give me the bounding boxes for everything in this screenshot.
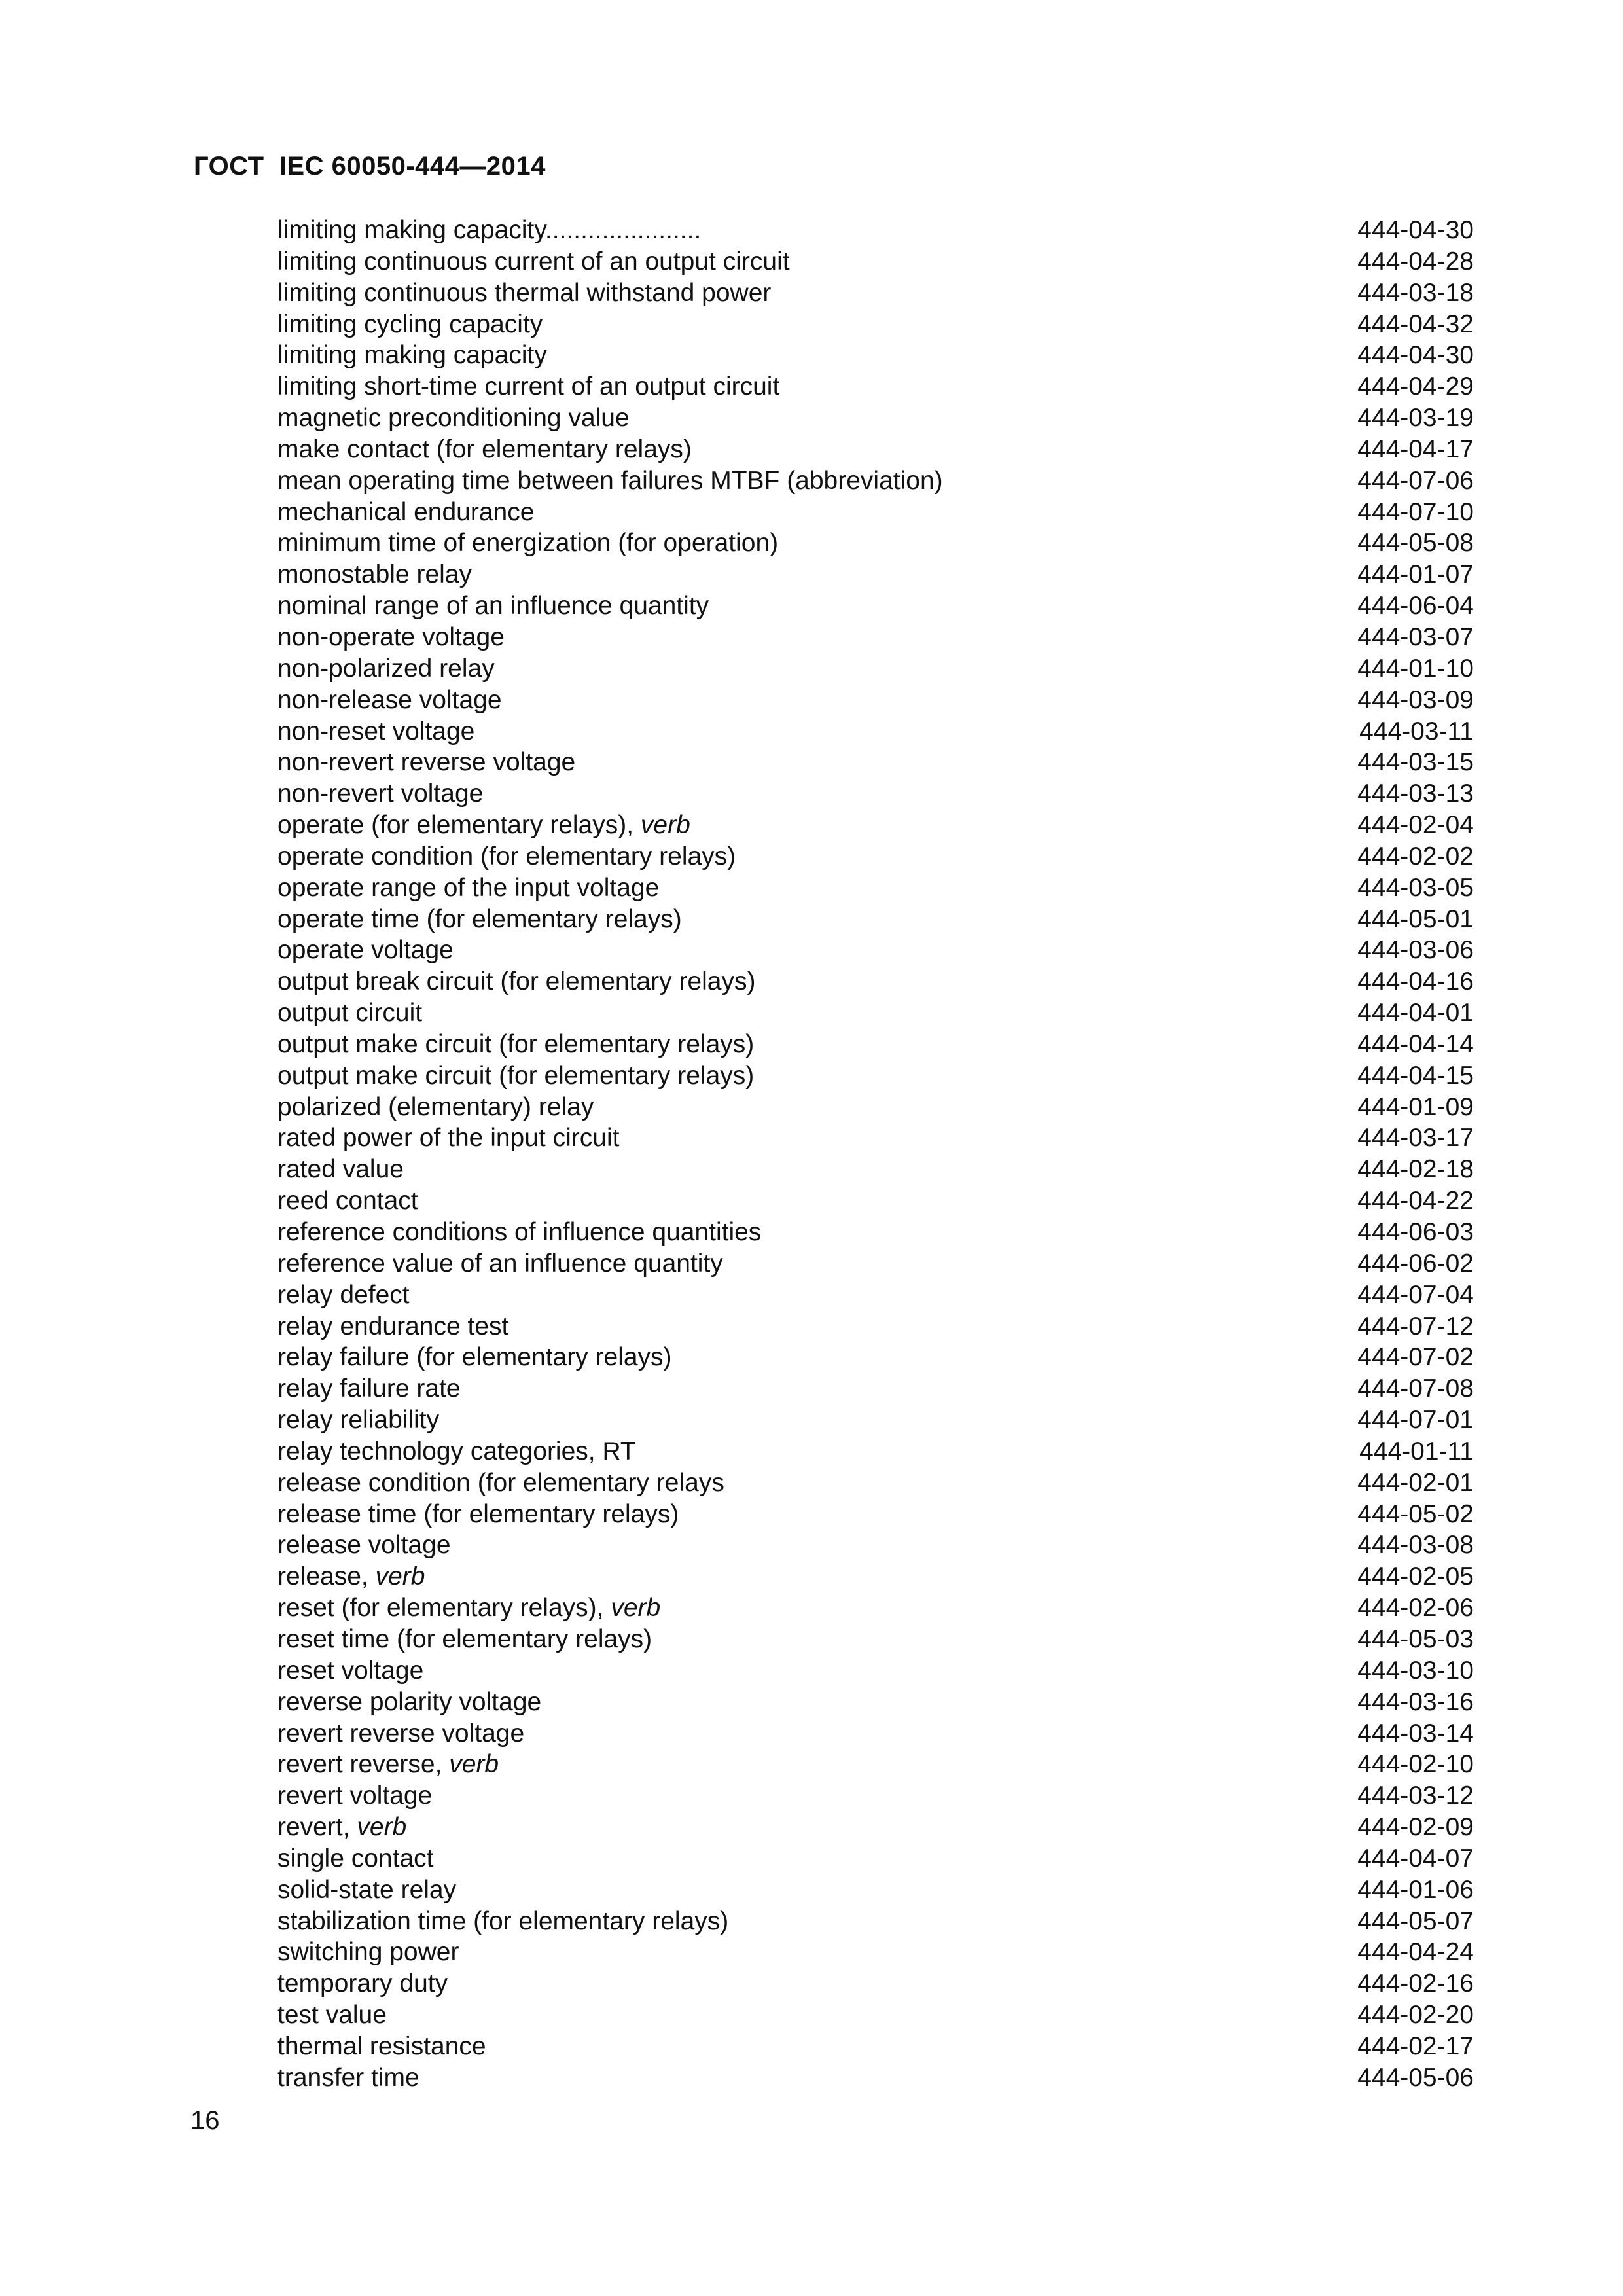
term-text	[277, 904, 682, 935]
term-reference-number: 444-03-15	[1357, 748, 1474, 777]
term-label: revert reverse,	[277, 1750, 450, 1779]
term-label: non-polarized relay	[277, 654, 495, 683]
index-row	[277, 590, 1474, 622]
term-label: operate range of the input voltage	[277, 873, 660, 902]
index-row	[277, 278, 1474, 309]
term-label: reset time (for elementary relays)	[277, 1624, 652, 1653]
term-label: temporary duty	[277, 1969, 448, 1998]
term-text	[277, 997, 422, 1029]
term-reference-number: 444-07-04	[1357, 1280, 1474, 1309]
term-label: rated value	[277, 1155, 404, 1184]
term-label: relay endurance test	[277, 1312, 509, 1340]
index-row	[277, 1749, 1474, 1780]
term-text	[277, 1937, 459, 1968]
index-row	[277, 1029, 1474, 1060]
term-reference-number: 444-04-30	[1357, 341, 1474, 370]
term-text	[277, 497, 534, 528]
index-row	[277, 1687, 1474, 1718]
term-reference-number: 444-04-32	[1357, 310, 1474, 338]
term-reference-number: 444-02-20	[1357, 2001, 1474, 2030]
term-label: revert voltage	[277, 1782, 433, 1810]
term-reference-number: 444-03-09	[1357, 685, 1474, 714]
term-reference-number: 444-04-16	[1357, 967, 1474, 996]
term-label: relay reliability	[277, 1406, 440, 1435]
term-reference-number: 444-03-13	[1357, 780, 1474, 808]
index-row	[277, 1812, 1474, 1843]
term-text	[277, 559, 472, 590]
term-text	[277, 1248, 723, 1280]
term-label: non-operate voltage	[277, 622, 505, 651]
term-text	[277, 778, 483, 810]
index-row	[277, 403, 1474, 434]
term-reference-number: 444-05-02	[1357, 1499, 1474, 1528]
page-header: ГОСТ IEC 60050-444—2014	[194, 152, 546, 181]
index-row	[277, 1405, 1474, 1436]
term-text	[277, 246, 790, 278]
term-text	[277, 1029, 754, 1060]
term-label: solid-state relay	[277, 1875, 457, 1904]
term-reference-number: 444-02-05	[1357, 1562, 1474, 1591]
index-row	[277, 685, 1474, 716]
index-row	[277, 434, 1474, 465]
term-label: relay defect	[277, 1280, 410, 1309]
term-text	[277, 2062, 419, 2094]
term-text	[277, 685, 502, 716]
term-text	[277, 841, 736, 872]
term-text	[277, 340, 547, 371]
index-row	[277, 1624, 1474, 1655]
index-row	[277, 1373, 1474, 1405]
term-label: limiting making capacity......................	[277, 216, 702, 244]
term-text	[277, 1561, 425, 1592]
term-reference-number: 444-03-16	[1357, 1687, 1474, 1716]
index-row	[277, 716, 1474, 747]
term-reference-number: 444-02-18	[1357, 1155, 1474, 1184]
term-label: mean operating time between failures MTBF (abbreviation)	[277, 466, 943, 495]
term-text	[277, 1874, 456, 1906]
term-label: magnetic preconditioning value	[277, 404, 630, 433]
index-row	[277, 1436, 1474, 1467]
term-grammar-note: verb	[449, 1750, 499, 1779]
index-row	[277, 653, 1474, 685]
term-reference-number: 444-05-01	[1357, 905, 1474, 933]
term-text	[277, 935, 454, 966]
term-text	[277, 1968, 448, 2000]
term-text	[277, 810, 690, 841]
term-text	[277, 872, 659, 904]
term-reference-number: 444-03-12	[1357, 1782, 1474, 1810]
term-text	[277, 1530, 451, 1561]
index-row	[277, 1280, 1474, 1311]
term-text	[277, 747, 575, 778]
index-row	[277, 1311, 1474, 1342]
term-text	[277, 622, 505, 653]
term-label: single contact	[277, 1844, 434, 1873]
index-row	[277, 2062, 1474, 2094]
index-row	[277, 747, 1474, 778]
term-reference-number: 444-07-10	[1357, 497, 1474, 526]
term-label: limiting short-time current of an output circuit	[277, 372, 780, 401]
index-row	[277, 246, 1474, 278]
term-reference-number: 444-06-03	[1357, 1218, 1474, 1246]
index-row	[277, 1592, 1474, 1624]
term-text	[277, 966, 755, 997]
index-row	[277, 622, 1474, 653]
term-reference-number: 444-04-24	[1357, 1938, 1474, 1967]
term-text	[277, 1342, 672, 1373]
index-row	[277, 810, 1474, 841]
index-row	[277, 371, 1474, 403]
term-text	[277, 1624, 652, 1655]
index-row	[277, 1122, 1474, 1154]
term-text	[277, 1217, 761, 1248]
index-row	[277, 1780, 1474, 1812]
term-text	[277, 1843, 433, 1874]
term-reference-number: 444-04-28	[1357, 247, 1474, 276]
index-row	[277, 1530, 1474, 1561]
index-row	[277, 309, 1474, 340]
term-text	[277, 278, 771, 309]
term-label: revert reverse voltage	[277, 1719, 525, 1748]
index-row	[277, 528, 1474, 559]
term-reference-number: 444-03-05	[1357, 873, 1474, 902]
term-label: output make circuit (for elementary relays)	[277, 1061, 755, 1090]
term-label: output circuit	[277, 999, 423, 1028]
term-reference-number: 444-01-10	[1357, 654, 1474, 683]
term-text	[277, 1687, 541, 1718]
index-row	[277, 1154, 1474, 1185]
term-text	[277, 653, 495, 685]
term-label: operate voltage	[277, 936, 454, 965]
term-grammar-note: verb	[640, 811, 690, 840]
term-reference-number: 444-01-11	[1359, 1437, 1474, 1465]
term-reference-number: 444-04-01	[1357, 999, 1474, 1028]
term-text	[277, 1060, 754, 1092]
index-row	[277, 1968, 1474, 2000]
term-text	[277, 1092, 594, 1123]
term-label: limiting cycling capacity	[277, 310, 543, 338]
term-label: reverse polarity voltage	[277, 1687, 542, 1716]
term-label: operate (for elementary relays),	[277, 811, 641, 840]
term-text	[277, 1718, 524, 1749]
term-text	[277, 1311, 508, 1342]
term-reference-number: 444-02-04	[1357, 811, 1474, 840]
index-row	[277, 872, 1474, 904]
term-text	[277, 403, 630, 434]
index-row	[277, 340, 1474, 371]
term-label: mechanical endurance	[277, 497, 535, 526]
index-row	[277, 215, 1474, 246]
term-reference-number: 444-04-17	[1357, 435, 1474, 463]
term-text	[277, 371, 779, 403]
term-grammar-note: verb	[375, 1562, 425, 1591]
term-reference-number: 444-02-16	[1357, 1969, 1474, 1998]
term-reference-number: 444-03-18	[1357, 278, 1474, 307]
term-label: release,	[277, 1562, 376, 1591]
term-text	[277, 1499, 679, 1530]
index-row	[277, 778, 1474, 810]
term-text	[277, 1436, 636, 1467]
term-label: nominal range of an influence quantity	[277, 592, 709, 620]
term-label: relay technology categories, RT	[277, 1437, 636, 1465]
term-label: switching power	[277, 1938, 459, 1967]
index-row	[277, 1718, 1474, 1749]
term-text	[277, 1373, 461, 1405]
index-row	[277, 1561, 1474, 1592]
term-label: stabilization time (for elementary relays)	[277, 1907, 729, 1935]
term-label: transfer time	[277, 2063, 419, 2092]
term-label: reset (for elementary relays),	[277, 1594, 611, 1623]
term-text	[277, 1812, 406, 1843]
term-text	[277, 1906, 728, 1937]
term-reference-number: 444-04-29	[1357, 372, 1474, 401]
term-reference-number: 444-03-11	[1359, 717, 1474, 745]
term-reference-number: 444-05-06	[1357, 2063, 1474, 2092]
term-label: operate condition (for elementary relays)	[277, 842, 736, 870]
term-label: output break circuit (for elementary relays)	[277, 967, 756, 996]
index-row	[277, 935, 1474, 966]
term-label: operate time (for elementary relays)	[277, 905, 682, 933]
term-reference-number: 444-02-10	[1357, 1750, 1474, 1779]
index-row	[277, 2000, 1474, 2031]
term-label: test value	[277, 2001, 387, 2030]
term-reference-number: 444-02-17	[1357, 2032, 1474, 2060]
term-label: non-reset voltage	[277, 717, 475, 745]
index-row	[277, 2031, 1474, 2062]
term-label: limiting continuous thermal withstand power	[277, 278, 772, 307]
index-row	[277, 1217, 1474, 1248]
term-text	[277, 2031, 486, 2062]
term-text	[277, 1154, 404, 1185]
term-reference-number: 444-02-06	[1357, 1594, 1474, 1623]
term-label: reset voltage	[277, 1656, 424, 1685]
term-label: release condition (for elementary relays	[277, 1468, 724, 1497]
term-reference-number: 444-03-06	[1357, 936, 1474, 965]
term-reference-number: 444-03-08	[1357, 1531, 1474, 1560]
term-reference-number: 444-06-02	[1357, 1249, 1474, 1278]
index-row	[277, 904, 1474, 935]
term-label: revert,	[277, 1813, 357, 1842]
term-reference-number: 444-03-19	[1357, 404, 1474, 433]
term-reference-number: 444-03-10	[1357, 1656, 1474, 1685]
index-row	[277, 1248, 1474, 1280]
term-label: make contact (for elementary relays)	[277, 435, 692, 463]
term-label: reed contact	[277, 1187, 418, 1215]
term-label: reference conditions of influence quantities	[277, 1218, 762, 1246]
term-reference-number: 444-03-14	[1357, 1719, 1474, 1748]
term-text	[277, 1122, 619, 1154]
term-text	[277, 309, 543, 340]
term-reference-number: 444-01-06	[1357, 1875, 1474, 1904]
index-row	[277, 1906, 1474, 1937]
term-reference-number: 444-02-02	[1357, 842, 1474, 870]
term-text	[277, 1749, 499, 1780]
term-reference-number: 444-07-08	[1357, 1374, 1474, 1403]
term-reference-number: 444-02-09	[1357, 1813, 1474, 1842]
term-label: non-revert reverse voltage	[277, 748, 576, 777]
term-text	[277, 590, 709, 622]
term-reference-number: 444-05-07	[1357, 1907, 1474, 1935]
term-index-list	[277, 215, 1474, 2094]
term-label: reference value of an influence quantity	[277, 1249, 723, 1278]
page-number: 16	[190, 2106, 220, 2135]
index-row	[277, 1342, 1474, 1373]
index-row	[277, 1060, 1474, 1092]
term-reference-number: 444-07-02	[1357, 1343, 1474, 1372]
term-label: relay failure rate	[277, 1374, 461, 1403]
term-text	[277, 1592, 660, 1624]
term-label: monostable relay	[277, 560, 472, 589]
index-row	[277, 497, 1474, 528]
term-reference-number: 444-04-22	[1357, 1187, 1474, 1215]
term-label: release time (for elementary relays)	[277, 1499, 679, 1528]
index-row	[277, 1185, 1474, 1217]
term-reference-number: 444-01-07	[1357, 560, 1474, 589]
term-reference-number: 444-07-06	[1357, 466, 1474, 495]
term-label: limiting making capacity	[277, 341, 547, 370]
term-reference-number: 444-03-17	[1357, 1124, 1474, 1153]
term-label: polarized (elementary) relay	[277, 1092, 594, 1121]
term-text	[277, 434, 692, 465]
term-label: limiting continuous current of an output circuit	[277, 247, 790, 276]
term-label: thermal resistance	[277, 2032, 486, 2060]
term-reference-number: 444-06-04	[1357, 592, 1474, 620]
term-grammar-note: verb	[611, 1594, 661, 1623]
term-reference-number: 444-04-15	[1357, 1061, 1474, 1090]
index-row	[277, 465, 1474, 497]
term-text	[277, 1185, 418, 1217]
index-row	[277, 997, 1474, 1029]
index-row	[277, 841, 1474, 872]
term-reference-number: 444-07-12	[1357, 1312, 1474, 1340]
term-label: non-revert voltage	[277, 780, 484, 808]
term-label: minimum time of energization (for operation)	[277, 529, 779, 558]
term-grammar-note: verb	[357, 1813, 407, 1842]
term-text	[277, 1280, 410, 1311]
term-label: output make circuit (for elementary relays)	[277, 1030, 755, 1058]
term-label: release voltage	[277, 1531, 451, 1560]
term-text	[277, 1467, 724, 1499]
index-row	[277, 1937, 1474, 1968]
term-reference-number: 444-05-08	[1357, 529, 1474, 558]
index-row	[277, 1874, 1474, 1906]
index-row	[277, 1843, 1474, 1874]
index-row	[277, 1499, 1474, 1530]
term-reference-number: 444-04-14	[1357, 1030, 1474, 1058]
term-text	[277, 465, 943, 497]
term-reference-number: 444-04-30	[1357, 216, 1474, 244]
term-reference-number: 444-02-01	[1357, 1468, 1474, 1497]
term-label: relay failure (for elementary relays)	[277, 1343, 672, 1372]
term-reference-number: 444-04-07	[1357, 1844, 1474, 1873]
term-text	[277, 2000, 387, 2031]
index-row	[277, 559, 1474, 590]
index-row	[277, 1092, 1474, 1123]
term-text	[277, 716, 474, 747]
term-reference-number: 444-05-03	[1357, 1624, 1474, 1653]
term-label: rated power of the input circuit	[277, 1124, 620, 1153]
index-row	[277, 966, 1474, 997]
term-reference-number: 444-07-01	[1357, 1406, 1474, 1435]
term-text	[277, 215, 701, 246]
term-reference-number: 444-03-07	[1357, 622, 1474, 651]
term-reference-number: 444-01-09	[1357, 1092, 1474, 1121]
term-text	[277, 528, 778, 559]
index-row	[277, 1467, 1474, 1499]
term-text	[277, 1780, 432, 1812]
index-row	[277, 1655, 1474, 1687]
term-label: non-release voltage	[277, 685, 502, 714]
term-text	[277, 1655, 423, 1687]
term-text	[277, 1405, 439, 1436]
